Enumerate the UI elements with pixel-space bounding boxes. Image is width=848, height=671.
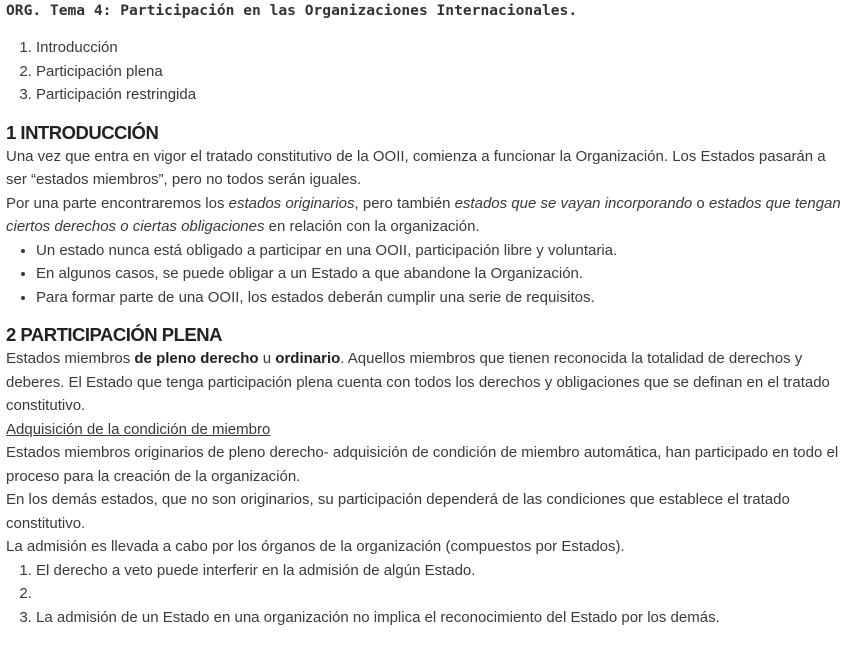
document-title: ORG. Tema 4: Participación en las Organizaciones Internacionales. bbox=[6, 2, 578, 19]
paragraph: En los demás estados, que no son originarios, su participación dependerá de las condiciones que establece el tratado constitutivo. bbox=[6, 491, 790, 532]
italic-text: estados que se vayan incorporando bbox=[454, 194, 693, 212]
list-item: 3. La admisión de un Estado en una organización no implica el reconocimiento del Estado por los demás. bbox=[36, 606, 848, 630]
section-heading-participacion-plena: 2 PARTICIPACIÓN PLENA bbox=[6, 324, 222, 345]
list-item: • Un estado nunca está obligado a participar en una OOII, participación libre y voluntaria. bbox=[36, 239, 848, 263]
list-item: 1. El derecho a veto puede interferir en la admisión de algún Estado. bbox=[36, 559, 848, 583]
toc-item-participacion-plena[interactable]: 2. Participación plena bbox=[36, 60, 848, 84]
paragraph bbox=[6, 192, 848, 239]
paragraph: La admisión es llevada a cabo por los órganos de la organización (compuestos por Estados). bbox=[6, 538, 625, 555]
italic-text: estados originarios bbox=[228, 194, 355, 212]
text: o bbox=[692, 194, 709, 212]
list-item bbox=[36, 582, 848, 606]
table-of-contents bbox=[6, 36, 848, 107]
subheading-adquisicion: Adquisición de la condición de miembro bbox=[6, 420, 271, 438]
text: Estados miembros bbox=[6, 350, 135, 367]
text: Por una parte encontraremos los bbox=[6, 194, 229, 212]
list-item: • Para formar parte de una OOII, los estados deberán cumplir una serie de requisitos. bbox=[36, 286, 848, 310]
paragraph: Estados miembros originarios de pleno derecho- adquisición de condición de miembro automática, han participado en todo el proceso para la creación de la organización. bbox=[6, 444, 839, 485]
text: u bbox=[258, 350, 276, 367]
section-heading-introduccion: 1 INTRODUCCIÓN bbox=[6, 121, 159, 143]
toc-item-introduccion[interactable]: 1. Introducción bbox=[36, 36, 848, 60]
text: . Aquellos miembros que tienen reconocida la totalidad de derechos y deberes. El Estado que tenga participación plena cuenta con todos los derechos y obligaciones que se definan en el tratado constitutivo. bbox=[6, 350, 830, 414]
bold-text: ordinario bbox=[275, 350, 341, 367]
bullet-list bbox=[6, 239, 848, 310]
paragraph: Una vez que entra en vigor el tratado constitutivo de la OOII, comienza a funcionar la Organización. Los Estados pasarán a ser “estados miembros”, pero no todos serán iguales. bbox=[6, 147, 826, 188]
bold-text: de pleno derecho bbox=[134, 350, 259, 367]
italic-text: estados que tengan ciertos derechos o ciertas obligaciones bbox=[6, 194, 841, 235]
list-item: • En algunos casos, se puede obligar a un Estado a que abandone la Organización. bbox=[36, 262, 848, 286]
text: en relación con la organización. bbox=[264, 218, 480, 235]
toc-item-participacion-restringida[interactable]: 3. Participación restringida bbox=[36, 83, 848, 107]
text: , pero también bbox=[354, 194, 455, 212]
paragraph bbox=[6, 347, 848, 418]
numbered-list bbox=[6, 559, 848, 630]
